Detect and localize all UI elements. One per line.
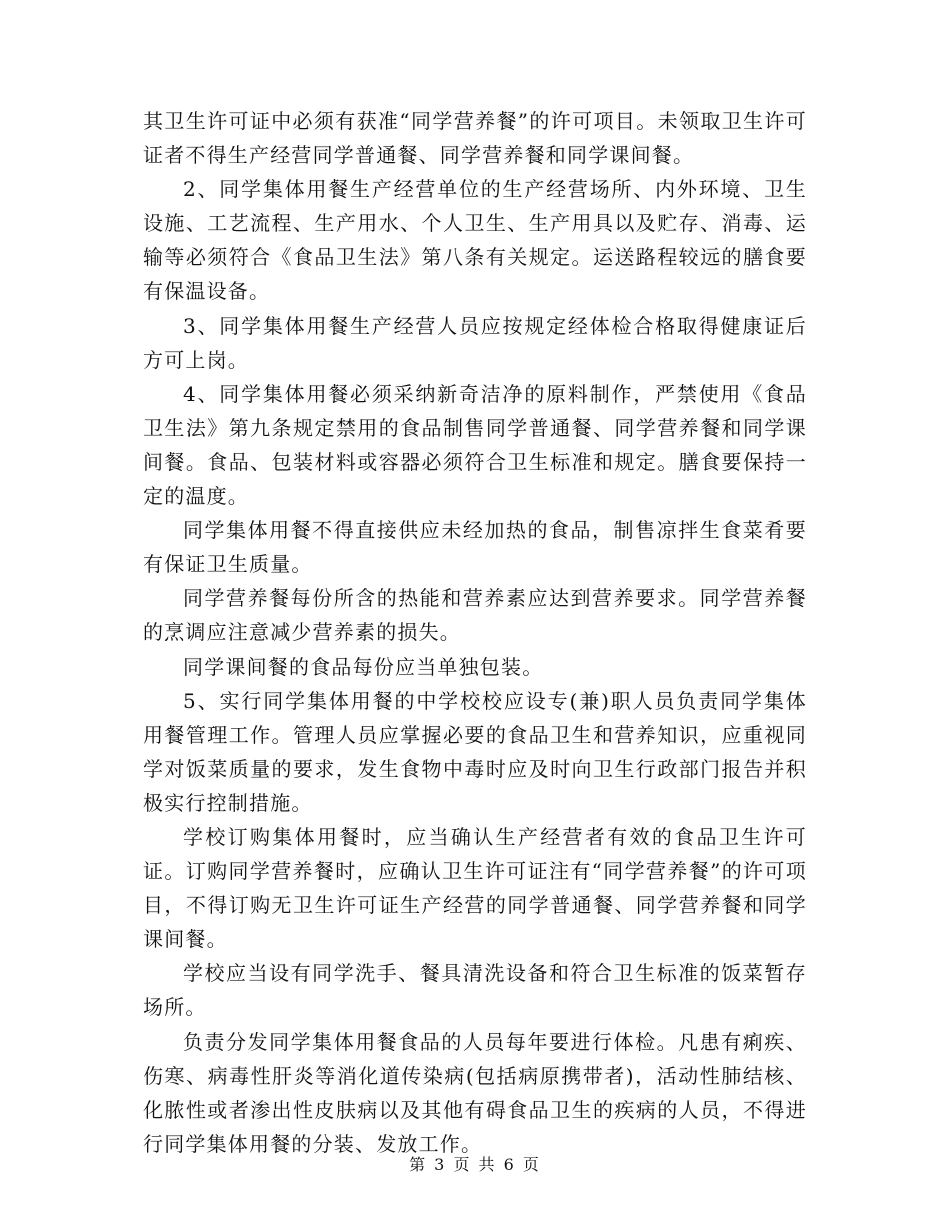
- paragraph-3: 3、同学集体用餐生产经营人员应按规定经体检合格取得健康证后方可上岗。: [143, 313, 807, 372]
- paragraph-11: 负责分发同学集体用餐食品的人员每年要进行体检。凡患有痢疾、伤寒、病毒性肝炎等消化道传染病(包括病原携带者)，活动性肺结核、化脓性或者渗出性皮肤病以及其他有碍食品卫生的疾病的人员，不得进行同学集体用餐的分装、发放工作。: [143, 1029, 807, 1156]
- paragraph-8: 5、实行同学集体用餐的中学校校应设专(兼)职人员负责同学集体用餐管理工作。管理人员应掌握必要的食品卫生和营养知识，应重视同学对饭菜质量的要求，发生食物中毒时应及时向卫生行政部门报告并积极实行控制措施。: [143, 688, 807, 815]
- paragraph-4: 4、同学集体用餐必须采纳新奇洁净的原料制作，严禁使用《食品卫生法》第九条规定禁用的食品制售同学普通餐、同学营养餐和同学课间餐。食品、包装材料或容器必须符合卫生标准和规定。膳食要保持一定的温度。: [143, 381, 807, 509]
- document-body: [143, 104, 807, 1161]
- paragraph-7: 同学课间餐的食品每份应当单独包装。: [183, 654, 544, 679]
- paragraph-5: 同学集体用餐不得直接供应未经加热的食品，制售凉拌生食菜肴要有保证卫生质量。: [143, 518, 807, 577]
- page-number-footer: 第 3 页 共 6 页: [409, 1155, 541, 1174]
- paragraph-2: 2、同学集体用餐生产经营单位的生产经营场所、内外环境、卫生设施、工艺流程、生产用水、个人卫生、生产用具以及贮存、消毒、运输等必须符合《食品卫生法》第八条有关规定。运送路程较远的膳食要有保温设备。: [143, 177, 807, 304]
- paragraph-6: 同学营养餐每份所含的热能和营养素应达到营养要求。同学营养餐的烹调应注意减少营养素的损失。: [143, 586, 807, 645]
- paragraph-10: 学校应当设有同学洗手、餐具清洗设备和符合卫生标准的饭菜暂存场所。: [143, 961, 807, 1020]
- paragraph-1: 其卫生许可证中必须有获准“同学营养餐”的许可项目。未领取卫生许可证者不得生产经营同学普通餐、同学营养餐和同学课间餐。: [143, 109, 807, 168]
- paragraph-9: 学校订购集体用餐时，应当确认生产经营者有效的食品卫生许可证。订购同学营养餐时，应确认卫生许可证注有“同学营养餐”的许可项目，不得订购无卫生许可证生产经营的同学普通餐、同学营养餐和同学课间餐。: [143, 824, 807, 952]
